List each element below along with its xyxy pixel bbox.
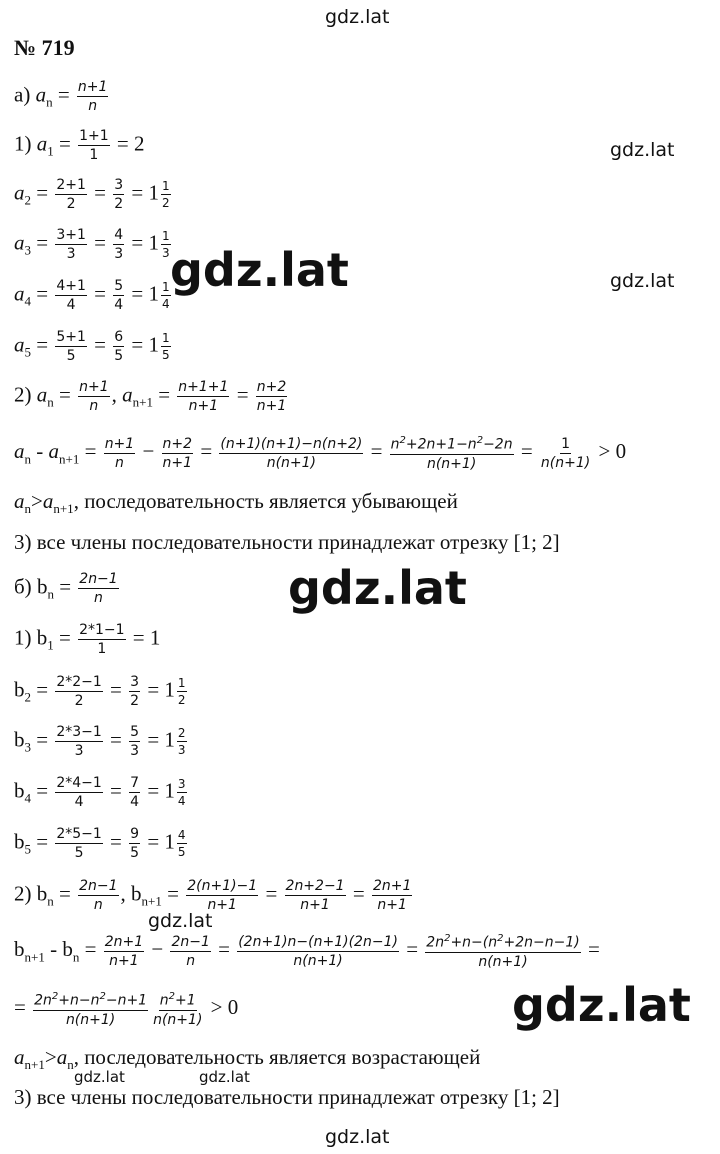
watermark: gdz.lat (74, 1068, 125, 1086)
watermark: gdz.lat (512, 978, 691, 1032)
watermark: gdz.lat (199, 1068, 250, 1086)
formula-a-step2: 2) $a_n$ = $\frac{n+1}{n}$ , $a_{n+1}$ = $\frac{n+1+1}{n+1}$ = $\frac{n+2}{n+1}$ (14, 379, 287, 414)
conclusion-b-text: последовательность является возрастающей (84, 1045, 481, 1069)
formula-a2: $a_2$ = $\frac{2+1}{2}$ = $\frac{3}{2}$ = 1 $\frac{1}{2}$ (14, 177, 170, 212)
watermark: gdz.lat (148, 910, 213, 932)
formula-b1: 1) $b_1$ = $\frac{2*1-1}{1}$ = 1 (14, 622, 161, 657)
watermark: gdz.lat (288, 561, 467, 615)
formula-b2: $b_2$ = $\frac{2*2-1}{2}$ = $\frac{3}{2}$ = 1 $\frac{1}{2}$ (14, 674, 186, 709)
page-title: № 719 (14, 35, 75, 60)
formula-b5: $b_5$ = $\frac{2*5-1}{5}$ = $\frac{9}{5}$ = 1 $\frac{4}{5}$ (14, 826, 186, 861)
watermark: gdz.lat (325, 6, 390, 28)
conclusion-a-text: последовательность является убывающей (84, 489, 458, 513)
formula-b4: $b_4$ = $\frac{2*4-1}{4}$ = $\frac{7}{4}$ = 1 $\frac{3}{4}$ (14, 775, 186, 810)
step3-b: 3) все члены последовательности принадлежат отрезку [1; 2] (14, 1085, 560, 1109)
formula-a1: 1) $a_1$ = $\frac{1+1}{1}$ = 2 (14, 128, 145, 163)
formula-a5: $a_5$ = $\frac{5+1}{5}$ = $\frac{6}{5}$ = 1 $\frac{1}{5}$ (14, 329, 170, 364)
watermark: gdz.lat (170, 243, 349, 297)
part-b-label: б) (14, 574, 32, 599)
formula-b-difference-cont: = $\frac{2n^2+n-n^2-n+1}{n(n+1)}$ $\frac{n^2+1}{n(n+1)}$ > 0 (14, 991, 239, 1028)
conclusion-b: $a_{n+1}>a_n$, последовательность является возрастающей (14, 1045, 481, 1073)
formula-a-difference: $a_n - a_{n+1}$ = $\frac{n+1}{n}$ − $\frac{n+2}{n+1}$ = $\frac{(n+1)(n+1)-n(n+2)}{n(n+1)}$ = $\frac{n^2+2n+1-n^2-2n}{n(n+1)}$ = $\frac{1}{n(n+1)}$ > 0 (14, 435, 627, 472)
watermark: gdz.lat (325, 1126, 390, 1148)
formula-b-difference: $b_{n+1} - b_n$ = $\frac{2n+1}{n+1}$ − $\frac{2n-1}{n}$ = $\frac{(2n+1)n-(n+1)(2n-1)}{n(n+1)}$ = $\frac{2n^2+n-(n^2+2n-n-1)}{n(n+1)}$ = (14, 933, 600, 970)
part-a-label: а) (14, 82, 31, 107)
formula-b-step2: 2) $b_n$ = $\frac{2n-1}{n}$ , $b_{n+1}$ = $\frac{2(n+1)-1}{n+1}$ = $\frac{2n+2-1}{n+1}$ = $\frac{2n+1}{n+1}$ (14, 878, 412, 913)
formula-b-def: б) $b_n$ = $\frac{2n-1}{n}$ (14, 571, 118, 606)
formula-b3: $b_3$ = $\frac{2*3-1}{3}$ = $\frac{5}{3}$ = 1 $\frac{2}{3}$ (14, 724, 186, 759)
step3-a: 3) все члены последовательности принадлежат отрезку [1; 2] (14, 530, 560, 554)
watermark: gdz.lat (610, 139, 675, 161)
formula-a4: $a_4$ = $\frac{4+1}{4}$ = $\frac{5}{4}$ = 1 $\frac{1}{4}$ (14, 278, 170, 313)
formula-a3: $a_3$ = $\frac{3+1}{3}$ = $\frac{4}{3}$ = 1 $\frac{1}{3}$ (14, 227, 170, 262)
formula-a-def: а) $a_n$ = $\frac{n+1}{n}$ (14, 79, 108, 114)
watermark: gdz.lat (610, 270, 675, 292)
conclusion-a: $a_n>a_{n+1}$, последовательность является убывающей (14, 489, 458, 517)
